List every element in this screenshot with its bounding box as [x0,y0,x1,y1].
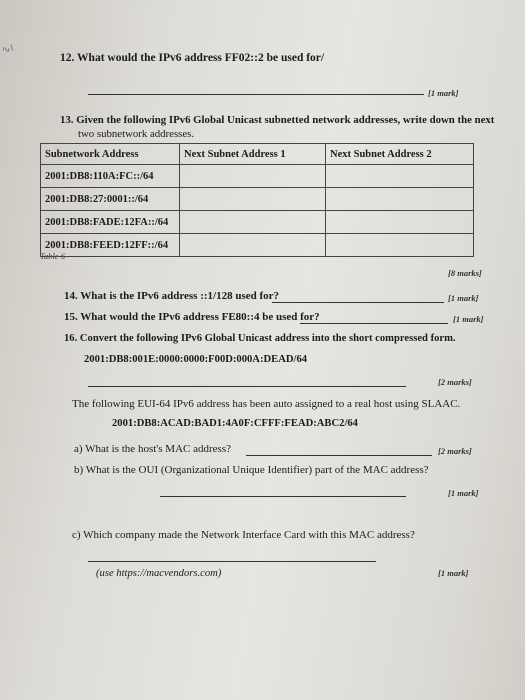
question-12: 12. What would the IPv6 address FF02::2 be used for/ [60,52,325,64]
table-cell-answer[interactable] [326,188,474,211]
mark-12: [1 mark] [428,88,459,98]
question-16-address: 2001:DB8:001E:0000:0000:F00D:000A:DEAD/64 [84,354,308,365]
mark-a: [2 marks] [438,446,472,456]
table-header-row [41,144,474,165]
table-cell-answer[interactable] [180,234,326,257]
table-cell: 2001:DB8:27:0001::/64 [41,188,180,211]
question-16: 16. Convert the following IPv6 Global Unicast address into the short compressed form. [64,333,456,344]
question-15: 15. What would the IPv6 address FE80::4 be used for? [64,311,320,323]
table-header: Subnetwork Address [41,144,180,165]
answer-line-12 [88,94,424,95]
question-b: b) What is the OUI (Organizational Unique Identifier) part of the MAC address? [74,464,429,476]
eui64-intro: The following EUI-64 IPv6 address has been auto assigned to a real host using SLAAC. [72,398,461,410]
table-cell: 2001:DB8:FEED:12FF::/64 [41,234,180,257]
answer-line-a [246,455,432,456]
table-header: Next Subnet Address 1 [180,144,326,165]
question-a: a) What is the host's MAC address? [74,443,231,455]
question-14: 14. What is the IPv6 address ::1/128 used for? [64,290,280,302]
question-13-line1: 13. Given the following IPv6 Global Unicast subnetted network addresses, write down the next [60,114,495,126]
table-cell: 2001:DB8:FADE:12FA::/64 [41,211,180,234]
mark-15: [1 mark] [453,314,484,324]
eui64-address: 2001:DB8:ACAD:BAD1:4A0F:CFFF:FEAD:ABC2/64 [112,418,358,429]
answer-line-c [88,561,376,562]
table-row [41,188,474,211]
table-cell: 2001:DB8:110A:FC::/64 [41,165,180,188]
question-13-line2: two subnetwork addresses. [78,128,195,140]
subnet-table [40,143,474,257]
answer-line-15 [300,323,448,324]
vendor-hint: (use https://macvendors.com) [96,568,222,579]
table-caption: Table 6 [40,251,65,261]
table-cell-answer[interactable] [326,211,474,234]
answer-line-b [160,496,406,497]
mark-14: [1 mark] [448,293,479,303]
table-row [41,211,474,234]
margin-scribble: ∿≀ [0,42,16,57]
table-cell-answer[interactable] [180,188,326,211]
table-cell-answer[interactable] [326,165,474,188]
answer-line-14 [272,302,444,303]
question-c: c) Which company made the Network Interface Card with this MAC address? [72,529,415,541]
table-cell-answer[interactable] [180,211,326,234]
table-cell-answer[interactable] [326,234,474,257]
mark-13: [8 marks] [448,268,482,278]
mark-b: [1 mark] [448,488,479,498]
table-cell-answer[interactable] [180,165,326,188]
mark-c: [1 mark] [438,568,469,578]
table-row [41,165,474,188]
answer-line-16 [88,386,406,387]
table-header: Next Subnet Address 2 [326,144,474,165]
mark-16: [2 marks] [438,377,472,387]
table-row [41,234,474,257]
